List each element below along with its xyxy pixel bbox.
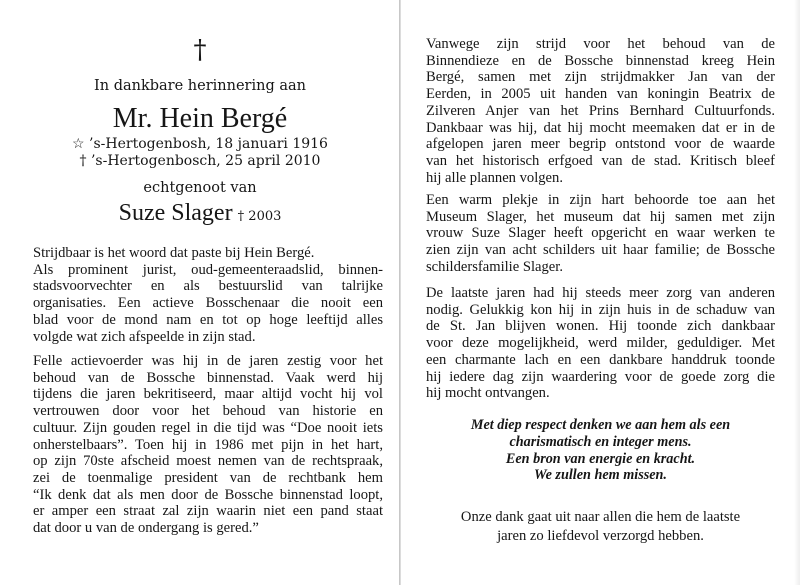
text-line: Zilveren Anjer van het Prins Bernhard Cultuurfonds. <box>426 102 775 119</box>
thanks-line: jaren zo liefdevol verzorgd hebben. <box>497 528 704 544</box>
cross-icon: † <box>193 35 207 65</box>
text-line: nodig. Gelukkig kon hij in zijn huis in de schaduw van <box>426 301 775 318</box>
text-line: hij mocht ontvangen. <box>426 385 550 402</box>
right-page <box>401 0 800 585</box>
text-line: organisaties. Een actieve Bosschenaar die nooit een <box>33 295 383 312</box>
spouse-death: † 2003 <box>237 209 282 224</box>
text-line: volgde wat zich afspeelde in zijn stad. <box>33 328 256 345</box>
text-line: op zijn 70ste afscheid moest nemen van de rechtspraak, <box>33 453 383 470</box>
paragraph-museum-slager <box>426 192 775 276</box>
page-edge <box>794 0 800 585</box>
text-line: Als prominent jurist, oud-gemeenteraadslid, binnen- <box>33 261 383 278</box>
spouse-label: echtgenoot van <box>143 180 257 196</box>
deceased-name: Mr. Hein Bergé <box>112 103 288 134</box>
text-line: de St. Jan blijven wonen. Hij toonde zich dankbaar <box>426 318 775 335</box>
paragraph-strijdbaar <box>33 245 383 345</box>
text-line: Felle actievoerder was hij in de jaren zestig voor het <box>33 353 383 369</box>
spouse <box>0 199 400 231</box>
text-line: zien zijn van acht schilders uit haar familie; de Bossche <box>426 242 775 259</box>
life-dates <box>0 136 400 170</box>
text-line: Vanwege zijn strijd voor het behoud van de <box>426 36 775 52</box>
paragraph-actievoerder <box>33 353 383 537</box>
text-line: “Ik denk dat als men door de Bossche binnenstad loopt, <box>33 486 383 503</box>
text-line: Strijdbaar is het woord dat paste bij Hein Bergé. <box>33 245 315 261</box>
quote-line: Met diep respect denken we aan hem als een <box>470 417 731 433</box>
text-line: vertrouwen door voor het behoud van historie en <box>33 403 383 420</box>
text-line: Binnendieze en de Bossche binnenstad kreeg Hein <box>426 52 775 69</box>
text-line: hij iedere dag zijn waardering voor de goede zorg die <box>426 368 775 385</box>
text-line: Bergé, samen met zijn strijdmakker Jan van der <box>426 69 775 86</box>
text-line: blad voor de mond nam en tot op hoge leeftijd alles <box>33 311 383 328</box>
thanks-line: Onze dank gaat uit naar allen die hem de laatste <box>460 509 741 525</box>
text-line: zei de toenmalige president van de rechtbank hem <box>33 469 383 486</box>
birth-line: ☆ ’s-Hertogenbosh, 18 januari 1916 <box>72 136 328 152</box>
text-line: schildersfamilie Slager. <box>426 258 563 275</box>
paragraph-zilveren-anjer <box>426 36 775 186</box>
intro-text: In dankbare herinnering aan <box>94 78 306 94</box>
text-line: Eerden, in 2005 uit handen van koningin Beatrix de <box>426 86 775 103</box>
text-line: stadsvoorvechter en als bestuurslid van talrijke <box>33 278 383 295</box>
text-line: tijdens die jaren bekritiseerd, maar altijd vocht hij vol <box>33 386 383 403</box>
text-line: hij alle plannen volgen. <box>426 169 563 186</box>
text-line: behoud van de Bossche binnenstad. Vaak werd hij <box>33 369 383 386</box>
text-line: voor deze mogelijkheid, werd milder, geduldiger. Met <box>426 335 775 352</box>
text-line: er amper een straat zal zijn waarin niet een pand staat <box>33 503 383 520</box>
text-line: afgelopen jaren meer begrip ontstond voor de waarde <box>426 136 775 153</box>
text-line: Dankbaar was hij, dat hij mocht meemaken dat er in de <box>426 119 775 136</box>
text-line: Een warm plekje in zijn hart behoorde toe aan het <box>426 192 775 208</box>
paragraph-laatste-jaren <box>426 285 775 402</box>
text-line: dat door u van de ondergang is gered.” <box>33 520 259 537</box>
text-line: Museum Slager, het museum dat hij samen met zijn <box>426 208 775 225</box>
quote-line: Een bron van energie en kracht. <box>505 450 696 467</box>
text-line: onherstelbaars”. Toen hij in 1986 met pijn in het hart, <box>33 436 383 453</box>
text-line: cultuur. Zijn gouden regel in die tijd was “Doe nooit iets <box>33 419 383 436</box>
text-line: vrouw Suze Slager heeft opgericht en waar werken te <box>426 225 775 242</box>
text-line: De laatste jaren had hij steeds meer zorg van anderen <box>426 285 775 301</box>
thanks-text <box>401 508 800 546</box>
memorial-quote <box>401 417 800 484</box>
quote-line: We zullen hem missen. <box>534 467 667 484</box>
text-line: van het historisch erfgoed van de stad. Kritisch bleef <box>426 152 775 169</box>
quote-line: charismatisch en integer mens. <box>509 433 692 450</box>
death-line: † ’s-Hertogenbosch, 25 april 2010 <box>79 153 321 169</box>
text-line: een charmante lach en een dankbare handdruk toonde <box>426 351 775 368</box>
spouse-name: Suze Slager <box>118 200 233 226</box>
